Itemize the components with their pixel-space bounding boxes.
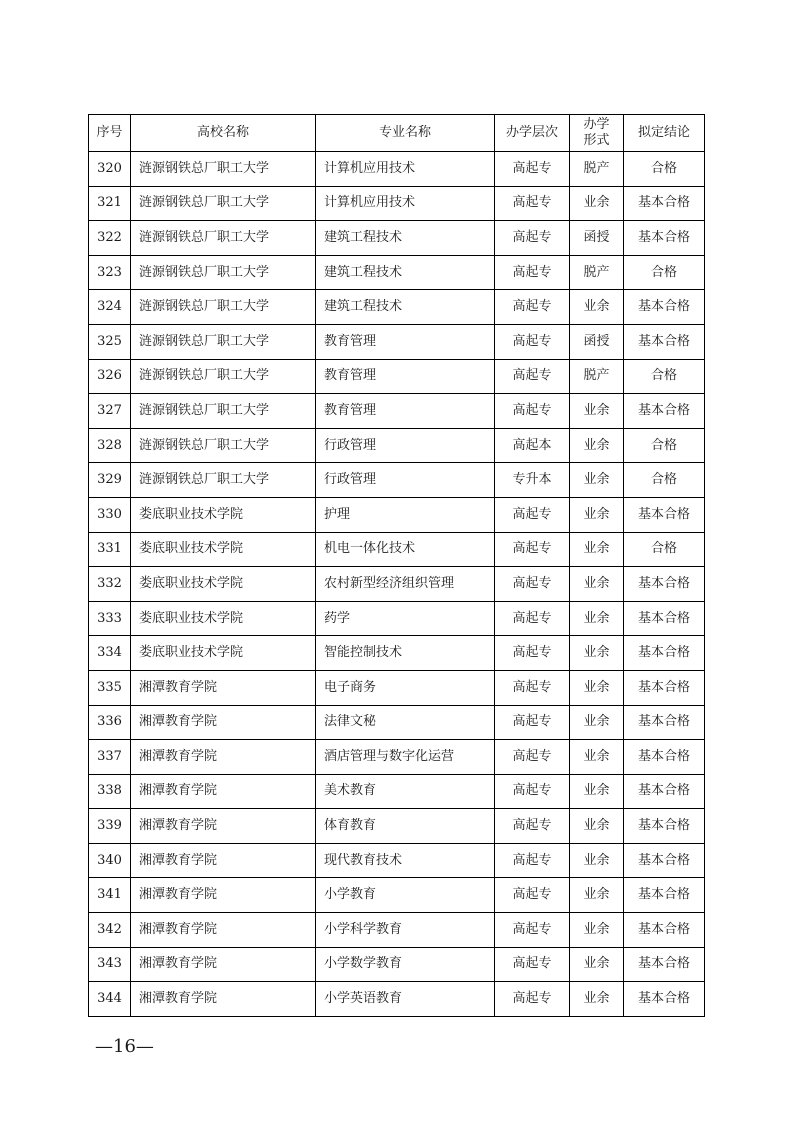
cell-level: 高起专 xyxy=(495,809,570,844)
cell-mode: 业余 xyxy=(570,774,624,809)
table-row xyxy=(89,290,705,325)
cell-level: 高起本 xyxy=(495,428,570,463)
table-row xyxy=(89,774,705,809)
header-major: 专业名称 xyxy=(316,115,495,152)
results-table xyxy=(88,114,705,1017)
cell-school: 涟源钢铁总厂职工大学 xyxy=(131,152,316,187)
cell-mode: 脱产 xyxy=(570,152,624,187)
cell-index: 321 xyxy=(89,186,131,221)
cell-school: 娄底职业技术学院 xyxy=(131,497,316,532)
cell-major: 小学科学教育 xyxy=(316,913,495,948)
cell-index: 340 xyxy=(89,843,131,878)
cell-major: 美术教育 xyxy=(316,774,495,809)
cell-school: 湘潭教育学院 xyxy=(131,843,316,878)
cell-school: 湘潭教育学院 xyxy=(131,774,316,809)
cell-mode: 函授 xyxy=(570,221,624,256)
cell-conclusion: 基本合格 xyxy=(624,186,705,221)
cell-conclusion: 基本合格 xyxy=(624,670,705,705)
cell-school: 涟源钢铁总厂职工大学 xyxy=(131,290,316,325)
cell-conclusion: 合格 xyxy=(624,359,705,394)
cell-index: 334 xyxy=(89,636,131,671)
cell-index: 335 xyxy=(89,670,131,705)
cell-conclusion: 基本合格 xyxy=(624,809,705,844)
cell-mode: 业余 xyxy=(570,532,624,567)
cell-major: 教育管理 xyxy=(316,324,495,359)
cell-mode: 业余 xyxy=(570,290,624,325)
cell-conclusion: 基本合格 xyxy=(624,774,705,809)
table-row xyxy=(89,670,705,705)
cell-major: 酒店管理与数字化运营 xyxy=(316,740,495,775)
cell-school: 涟源钢铁总厂职工大学 xyxy=(131,428,316,463)
cell-index: 339 xyxy=(89,809,131,844)
cell-conclusion: 合格 xyxy=(624,532,705,567)
cell-conclusion: 基本合格 xyxy=(624,497,705,532)
cell-conclusion: 基本合格 xyxy=(624,290,705,325)
cell-index: 338 xyxy=(89,774,131,809)
cell-school: 涟源钢铁总厂职工大学 xyxy=(131,221,316,256)
cell-level: 高起专 xyxy=(495,186,570,221)
cell-conclusion: 基本合格 xyxy=(624,705,705,740)
cell-major: 电子商务 xyxy=(316,670,495,705)
table-row xyxy=(89,705,705,740)
cell-school: 娄底职业技术学院 xyxy=(131,601,316,636)
cell-mode: 业余 xyxy=(570,567,624,602)
cell-level: 高起专 xyxy=(495,359,570,394)
cell-conclusion: 基本合格 xyxy=(624,947,705,982)
cell-school: 湘潭教育学院 xyxy=(131,982,316,1017)
table-row xyxy=(89,982,705,1017)
cell-index: 331 xyxy=(89,532,131,567)
cell-major: 建筑工程技术 xyxy=(316,290,495,325)
cell-index: 327 xyxy=(89,394,131,429)
cell-mode: 脱产 xyxy=(570,359,624,394)
cell-mode: 业余 xyxy=(570,913,624,948)
cell-conclusion: 合格 xyxy=(624,463,705,498)
cell-conclusion: 基本合格 xyxy=(624,567,705,602)
header-school: 高校名称 xyxy=(131,115,316,152)
cell-conclusion: 基本合格 xyxy=(624,601,705,636)
table-row xyxy=(89,186,705,221)
header-index: 序号 xyxy=(89,115,131,152)
cell-school: 娄底职业技术学院 xyxy=(131,636,316,671)
cell-index: 324 xyxy=(89,290,131,325)
cell-level: 高起专 xyxy=(495,394,570,429)
cell-major: 法律文秘 xyxy=(316,705,495,740)
cell-mode: 业余 xyxy=(570,947,624,982)
cell-major: 农村新型经济组织管理 xyxy=(316,567,495,602)
cell-mode: 业余 xyxy=(570,670,624,705)
cell-school: 涟源钢铁总厂职工大学 xyxy=(131,394,316,429)
cell-index: 323 xyxy=(89,255,131,290)
table-row xyxy=(89,601,705,636)
table-row xyxy=(89,878,705,913)
cell-major: 教育管理 xyxy=(316,394,495,429)
header-conclusion: 拟定结论 xyxy=(624,115,705,152)
header-mode: 办学 形式 xyxy=(570,115,624,152)
cell-major: 现代教育技术 xyxy=(316,843,495,878)
cell-level: 高起专 xyxy=(495,670,570,705)
cell-school: 涟源钢铁总厂职工大学 xyxy=(131,359,316,394)
cell-school: 涟源钢铁总厂职工大学 xyxy=(131,324,316,359)
table-row xyxy=(89,324,705,359)
cell-major: 小学英语教育 xyxy=(316,982,495,1017)
cell-mode: 业余 xyxy=(570,428,624,463)
table-row xyxy=(89,532,705,567)
cell-school: 湘潭教育学院 xyxy=(131,878,316,913)
cell-major: 行政管理 xyxy=(316,428,495,463)
cell-major: 药学 xyxy=(316,601,495,636)
table-row xyxy=(89,428,705,463)
cell-major: 计算机应用技术 xyxy=(316,152,495,187)
cell-school: 湘潭教育学院 xyxy=(131,705,316,740)
table-row xyxy=(89,567,705,602)
cell-mode: 业余 xyxy=(570,982,624,1017)
cell-school: 涟源钢铁总厂职工大学 xyxy=(131,186,316,221)
cell-index: 343 xyxy=(89,947,131,982)
cell-major: 机电一体化技术 xyxy=(316,532,495,567)
cell-index: 320 xyxy=(89,152,131,187)
cell-mode: 业余 xyxy=(570,843,624,878)
cell-conclusion: 合格 xyxy=(624,152,705,187)
cell-mode: 业余 xyxy=(570,809,624,844)
table-body xyxy=(89,152,705,1017)
cell-conclusion: 基本合格 xyxy=(624,843,705,878)
cell-level: 高起专 xyxy=(495,255,570,290)
cell-level: 高起专 xyxy=(495,843,570,878)
cell-index: 333 xyxy=(89,601,131,636)
cell-level: 高起专 xyxy=(495,774,570,809)
cell-index: 322 xyxy=(89,221,131,256)
cell-level: 高起专 xyxy=(495,636,570,671)
cell-conclusion: 基本合格 xyxy=(624,221,705,256)
cell-mode: 函授 xyxy=(570,324,624,359)
cell-conclusion: 基本合格 xyxy=(624,394,705,429)
cell-major: 智能控制技术 xyxy=(316,636,495,671)
cell-level: 高起专 xyxy=(495,324,570,359)
cell-conclusion: 合格 xyxy=(624,428,705,463)
table-row xyxy=(89,152,705,187)
table-row xyxy=(89,913,705,948)
cell-level: 专升本 xyxy=(495,463,570,498)
cell-mode: 业余 xyxy=(570,705,624,740)
table-row xyxy=(89,636,705,671)
cell-index: 344 xyxy=(89,982,131,1017)
cell-index: 337 xyxy=(89,740,131,775)
table-row xyxy=(89,740,705,775)
cell-level: 高起专 xyxy=(495,601,570,636)
cell-conclusion: 基本合格 xyxy=(624,636,705,671)
cell-mode: 业余 xyxy=(570,636,624,671)
cell-conclusion: 基本合格 xyxy=(624,740,705,775)
cell-major: 行政管理 xyxy=(316,463,495,498)
cell-mode: 业余 xyxy=(570,463,624,498)
cell-mode: 业余 xyxy=(570,497,624,532)
cell-mode: 业余 xyxy=(570,394,624,429)
cell-school: 湘潭教育学院 xyxy=(131,947,316,982)
cell-school: 湘潭教育学院 xyxy=(131,670,316,705)
cell-level: 高起专 xyxy=(495,152,570,187)
cell-major: 小学教育 xyxy=(316,878,495,913)
cell-major: 教育管理 xyxy=(316,359,495,394)
cell-level: 高起专 xyxy=(495,878,570,913)
table-header-row xyxy=(89,115,705,152)
cell-school: 涟源钢铁总厂职工大学 xyxy=(131,255,316,290)
cell-school: 湘潭教育学院 xyxy=(131,740,316,775)
cell-level: 高起专 xyxy=(495,982,570,1017)
cell-index: 326 xyxy=(89,359,131,394)
cell-school: 湘潭教育学院 xyxy=(131,913,316,948)
cell-mode: 业余 xyxy=(570,878,624,913)
cell-level: 高起专 xyxy=(495,497,570,532)
table-row xyxy=(89,809,705,844)
cell-index: 342 xyxy=(89,913,131,948)
cell-school: 娄底职业技术学院 xyxy=(131,532,316,567)
header-level: 办学层次 xyxy=(495,115,570,152)
cell-conclusion: 基本合格 xyxy=(624,878,705,913)
cell-index: 341 xyxy=(89,878,131,913)
cell-major: 体育教育 xyxy=(316,809,495,844)
cell-conclusion: 基本合格 xyxy=(624,982,705,1017)
cell-level: 高起专 xyxy=(495,947,570,982)
cell-mode: 业余 xyxy=(570,601,624,636)
cell-level: 高起专 xyxy=(495,290,570,325)
cell-level: 高起专 xyxy=(495,740,570,775)
cell-school: 涟源钢铁总厂职工大学 xyxy=(131,463,316,498)
cell-conclusion: 合格 xyxy=(624,255,705,290)
table-row xyxy=(89,947,705,982)
cell-level: 高起专 xyxy=(495,532,570,567)
cell-major: 小学数学教育 xyxy=(316,947,495,982)
table-row xyxy=(89,394,705,429)
cell-mode: 业余 xyxy=(570,740,624,775)
cell-major: 护理 xyxy=(316,497,495,532)
table-row xyxy=(89,359,705,394)
cell-index: 328 xyxy=(89,428,131,463)
table-row xyxy=(89,463,705,498)
cell-level: 高起专 xyxy=(495,221,570,256)
cell-major: 建筑工程技术 xyxy=(316,221,495,256)
cell-major: 计算机应用技术 xyxy=(316,186,495,221)
table-row xyxy=(89,843,705,878)
cell-school: 娄底职业技术学院 xyxy=(131,567,316,602)
cell-level: 高起专 xyxy=(495,705,570,740)
table-row xyxy=(89,497,705,532)
cell-school: 湘潭教育学院 xyxy=(131,809,316,844)
table-row xyxy=(89,255,705,290)
cell-index: 325 xyxy=(89,324,131,359)
cell-index: 329 xyxy=(89,463,131,498)
cell-major: 建筑工程技术 xyxy=(316,255,495,290)
cell-index: 332 xyxy=(89,567,131,602)
cell-level: 高起专 xyxy=(495,913,570,948)
cell-level: 高起专 xyxy=(495,567,570,602)
table-row xyxy=(89,221,705,256)
cell-mode: 脱产 xyxy=(570,255,624,290)
cell-conclusion: 基本合格 xyxy=(624,913,705,948)
cell-index: 330 xyxy=(89,497,131,532)
cell-conclusion: 基本合格 xyxy=(624,324,705,359)
cell-mode: 业余 xyxy=(570,186,624,221)
page-number: —16— xyxy=(95,1036,154,1057)
cell-index: 336 xyxy=(89,705,131,740)
